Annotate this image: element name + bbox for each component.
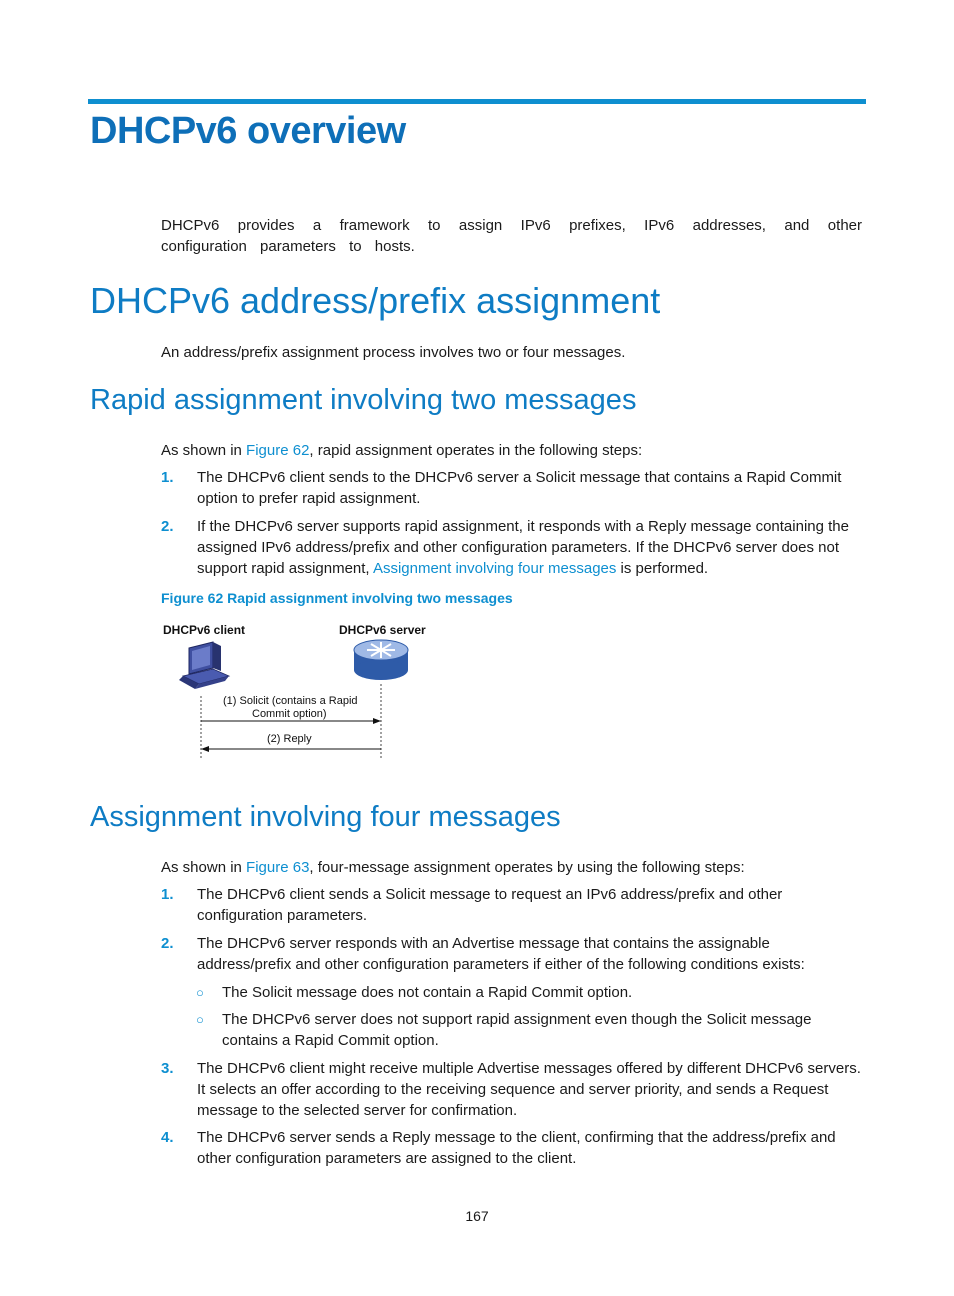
rapid-assignment-diagram (161, 618, 461, 763)
section1-text: An address/prefix assignment process involves two or four messages. (161, 344, 626, 361)
figure-62-link[interactable]: Figure 62 (246, 442, 310, 459)
title-rule (88, 99, 866, 104)
step-text: The DHCPv6 server responds with an Advertise message that contains the assignable address/prefix and other configuration parameters if either of the following conditions exists: (197, 935, 805, 973)
section2-lead: As shown in Figure 62, rapid assignment operates in the following steps: (161, 442, 643, 459)
reply-arrowhead (201, 746, 209, 752)
step-text: The DHCPv6 server sends a Reply message to the client, confirming that the address/prefix and other configuration parameters are assigned to the client. (197, 1129, 836, 1167)
solicit-arrowhead (373, 718, 381, 724)
step-text: The DHCPv6 client sends a Solicit message to request an IPv6 address/prefix and other configuration parameters. (197, 886, 783, 924)
step-number: 1. (161, 886, 174, 903)
figure-63-link[interactable]: Figure 63 (246, 859, 310, 876)
server-label: DHCPv6 server (339, 623, 426, 637)
step-number: 3. (161, 1060, 174, 1077)
page-number: 167 (465, 1208, 489, 1224)
assignment-four-messages-link[interactable]: Assignment involving four messages (372, 560, 617, 577)
page-title: DHCPv6 overview (90, 110, 406, 152)
step-number: 2. (161, 935, 174, 952)
section-title-address-prefix: DHCPv6 address/prefix assignment (90, 280, 661, 321)
sub-item-text: The Solicit message does not contain a Rapid Commit option. (222, 984, 633, 1001)
section3-lead: As shown in Figure 63, four-message assignment operates by using the following steps: (161, 859, 745, 876)
computer-icon (179, 642, 229, 689)
solicit-message-label-line2: Commit option) (252, 708, 327, 720)
intro-paragraph: DHCPv6 provides a framework to assign IPv6 prefixes, IPv6 addresses, and other configuration parameters to hosts. (161, 217, 862, 255)
section-title-rapid-assignment: Rapid assignment involving two messages (90, 384, 637, 416)
solicit-message-label: (1) Solicit (contains a Rapid (223, 695, 358, 707)
step-text: The DHCPv6 client might receive multiple Advertise messages offered by different DHCPv6 servers. It selects an offer according to the receiving sequence and server priority, and sends a Request message to the selected server for confirmation. (197, 1060, 861, 1119)
step-text: The DHCPv6 client sends to the DHCPv6 server a Solicit message that contains a Rapid Commit option to prefer rapid assignment. (197, 469, 842, 507)
client-label: DHCPv6 client (163, 623, 246, 637)
circle-bullet-icon: ○ (196, 985, 204, 1000)
step-number: 4. (161, 1129, 174, 1146)
step-text: If the DHCPv6 server supports rapid assignment, it responds with a Reply message containing the assigned IPv6 address/prefix and other configuration parameters. If the DHCPv6 server does not support rapid assignment, Assignment involving four messages is performed. (197, 518, 849, 577)
step-number: 1. (161, 469, 174, 486)
step-number: 2. (161, 518, 174, 535)
section-title-four-messages: Assignment involving four messages (90, 801, 561, 833)
router-icon (354, 640, 408, 680)
reply-message-label: (2) Reply (267, 733, 312, 745)
sub-item-text: The DHCPv6 server does not support rapid assignment even though the Solicit message contains a Rapid Commit option. (222, 1011, 812, 1049)
figure-caption: Figure 62 Rapid assignment involving two messages (161, 590, 513, 606)
circle-bullet-icon: ○ (196, 1012, 204, 1027)
